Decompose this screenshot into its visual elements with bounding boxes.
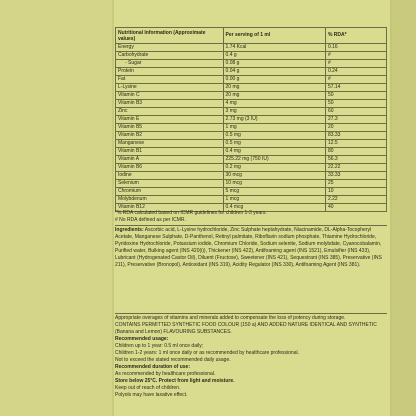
rda-value: # [325,52,386,60]
rda-value: # [325,60,386,68]
per-serving-value: 225.22 mg (750 IU) [223,156,325,164]
per-serving-value: 1 mcg [223,196,325,204]
per-serving-value: 5 mcg [223,188,325,196]
rda-value: 50 [325,92,386,100]
header-nutrient: Nutritional Information (Approximate values) [116,28,224,44]
rda-value: 12.5 [325,140,386,148]
table-row [116,188,387,196]
per-serving-value: 20 mg [223,84,325,92]
nutrient-name: Protein [116,68,224,76]
footnote-rda: *% RDA calculated based on ICMR guidelines for children 1-3 years. [115,210,267,216]
usage-label: Recommended usage: [115,336,169,342]
rda-value: 33.33 [325,172,386,180]
rda-value: 20 [325,124,386,132]
rda-value: 0.16 [325,44,386,52]
table-row [116,156,387,164]
nutrient-name: Vitamin B3 [116,100,224,108]
nutrient-name: Manganese [116,140,224,148]
table-row [116,52,387,60]
per-serving-value: 0.04 g [223,68,325,76]
nutrient-name: Carbohydrate [116,52,224,60]
footnotes [115,210,389,224]
footnote-hash: # No RDA defined as per ICMR. [115,217,186,223]
ingredients-label: Ingredients: [115,227,144,233]
nutrient-name: Vitamin B2 [116,132,224,140]
nutrient-name: Selenium [116,180,224,188]
nutrition-table-header [116,28,387,44]
rda-value: 0.24 [325,68,386,76]
nutrient-name: Vitamin B12 [116,204,224,212]
nutrient-name: Iodine [116,172,224,180]
per-serving-value: 0.5 mg [223,140,325,148]
rda-value: 83.33 [325,132,386,140]
right-side-panel [392,0,416,416]
nutrient-name: Vitamin E [116,116,224,124]
per-serving-value: 4 mg [223,100,325,108]
rda-value: 25 [325,180,386,188]
rda-value: 60 [325,108,386,116]
per-serving-value: 2.73 mg (3 IU) [223,116,325,124]
per-serving-value: 0.4 mg [223,148,325,156]
rda-value: 57.14 [325,84,386,92]
storage-text: Keep out of reach of children. [115,385,181,391]
polyols-text: Polyols may have laxative effect. [115,392,188,398]
nutrient-name: Vitamin B6 [116,164,224,172]
duration-label: Recommended duration of use: [115,364,191,370]
table-row [116,172,387,180]
nutrient-name: Zinc [116,108,224,116]
divider [115,313,387,314]
per-serving-value: 20 mg [223,92,325,100]
per-serving-value: 0.4 g [223,52,325,60]
nutrient-name: Fat [116,76,224,84]
table-row [116,100,387,108]
nutrient-name: L-Lysine [116,84,224,92]
usage-line-2: Children 1-2 years: 1 ml once daily or as recommended by healthcare professional. [115,350,299,356]
per-serving-value: 0.08 g [223,60,325,68]
header-per-serving: Per serving of 1 ml [223,28,325,44]
per-serving-value: 0.00 g [223,76,325,84]
left-side-panel [0,0,112,416]
rda-value: 27.3 [325,116,386,124]
nutrient-name: Energy [116,44,224,52]
table-row [116,60,387,68]
nutrient-name: Vitamin B1 [116,148,224,156]
table-row [116,44,387,52]
nutrient-name: Vitamin A [116,156,224,164]
rda-value: 80 [325,148,386,156]
per-serving-value: 1 mg [223,124,325,132]
nutrient-name: Vitamin C [116,92,224,100]
nutrient-name: Vitamin B5 [116,124,224,132]
rda-value: 10 [325,188,386,196]
table-row [116,124,387,132]
table-row [116,196,387,204]
divider [115,225,387,226]
table-row [116,140,387,148]
per-serving-value: 0.2 mg [223,164,325,172]
nutrition-table [115,27,387,212]
nutrition-table-body [116,44,387,212]
table-row [116,116,387,124]
colour-text: CONTAINS PERMITTED SYNTHETIC FOOD COLOUR (150 a) AND ADDED NATURE IDENTICAL AND SYNTHETIC (Banana and Lemon) FLAVOURING SUBSTANCES. [115,322,377,335]
duration-text: As recommended by healthcare professional. [115,371,216,377]
ingredients-section [115,227,389,269]
rda-value: 2.22 [325,196,386,204]
per-serving-value: 30 mcg [223,172,325,180]
usage-line-1: Children up to 1 year: 0.5 ml once daily; [115,343,204,349]
per-serving-value: 3 mg [223,108,325,116]
rda-value: # [325,76,386,84]
rda-value: 22.22 [325,164,386,172]
directions-section [115,315,389,399]
usage-line-3: Not to exceed the stated recommended daily usage. [115,357,231,363]
table-row [116,84,387,92]
per-serving-value: 0.5 mg [223,132,325,140]
table-row [116,92,387,100]
per-serving-value: 10 mcg [223,180,325,188]
nutrient-name: Molybdenum [116,196,224,204]
nutrient-name: Chromium [116,188,224,196]
rda-value: 50 [325,100,386,108]
overages-text: Appropriate overages of vitamins and minerals added to compensate the loss of potency during storage. [115,315,346,321]
table-row [116,108,387,116]
table-row [116,148,387,156]
rda-value: 40 [325,204,386,212]
table-row [116,180,387,188]
per-serving-value: 1.74 Kcal [223,44,325,52]
table-row [116,164,387,172]
per-serving-value: 0.4 mcg [223,204,325,212]
storage-label: Store below 25°C. Protect from light and moisture. [115,378,235,384]
table-row [116,132,387,140]
rda-value: 56.3 [325,156,386,164]
ingredients-paragraph [115,227,389,269]
table-row [116,76,387,84]
header-rda: % RDA* [325,28,386,44]
nutrient-name: - Sugar [116,60,224,68]
ingredients-text: Ascorbic acid, L-Lysine hydrochloride, Zinc Sulphate heptahydrate, Niacinamide, DL-Alpha-Tocopheryl Acetate, Manganese Sulphate, D-Panthenol, Retinyl palmitate, Riboflavin sodium phosphate, Thiamine Hydrochloride, Pyridoxine Hydrochloride, Potassium iodide, Chromium Chloride, Sodium selenite, Sodium molybdate, Cyanocobalamin, Purified water, Bulking agent (INS 420(i)), Thickener (INS 422), Antifoaming agent (INS 1521), Emulsifier (INS 433), Lubricant (Hydrogenated Castor Oil), Diluent (Fructose), Sweetener (INS 421), Sequestrant (INS 385), Preservative (INS 211), Preservative (Bronopol), Antioxidant (INS 319), Acidity Regulator (INS 330), Antifoaming Agent (INS 381). [115,227,382,268]
table-row [116,68,387,76]
